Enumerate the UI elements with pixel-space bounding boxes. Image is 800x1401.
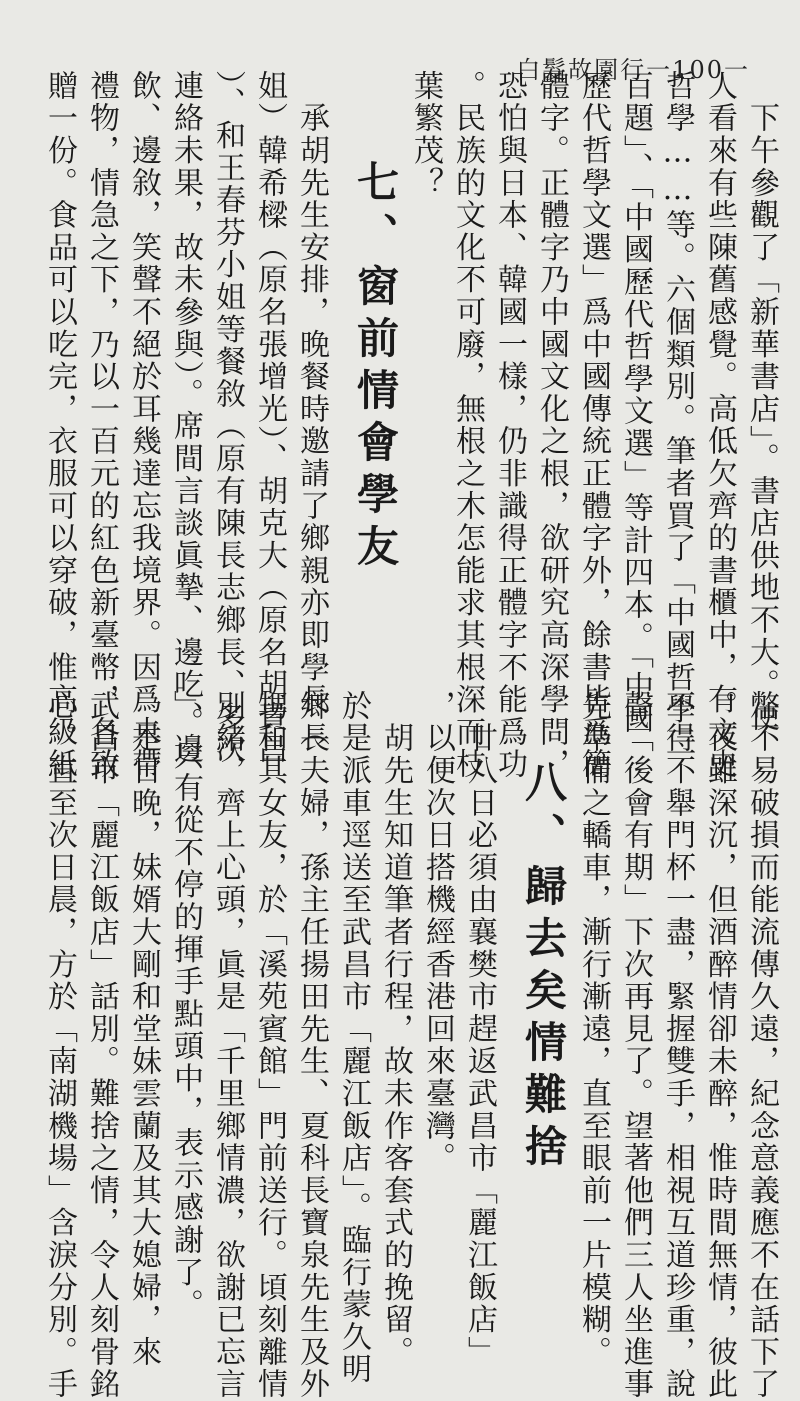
text-column: 百題」、「中國歷代哲學文選」等計四本。「中國	[618, 70, 653, 736]
text-column: 人看來有些陳舊感覺。高低欠齊的書櫃中，有文史	[702, 70, 737, 781]
text-column: 胡先生知道筆者行程，故未作客套式的挽留。	[378, 690, 413, 1369]
text-column: 禮物，情急之下，乃以一百元的紅色新臺幣，各致	[84, 70, 119, 781]
text-column: 。夜雖深沉，但酒醉情卻未醉，惟時間無情，彼此	[702, 690, 737, 1401]
text-column: 贈一份。食品可以吃完，衣服可以穿破，惟高級紙	[42, 70, 77, 781]
text-column: 先準備之轎車，漸行漸遠，直至眼前一片模糊。	[576, 690, 611, 1369]
running-header: 白髮故園行一100一	[516, 56, 750, 84]
text-column: 武昌市「麗江飯店」話別。難捨之情，令人刻骨銘	[84, 690, 119, 1401]
text-column: 葉繁茂？	[408, 70, 443, 200]
text-column: 於是派車逕送至武昌市「麗江飯店」。臨行蒙久明	[336, 690, 371, 1386]
section-heading: 七、窗前情會學友	[351, 160, 400, 576]
text-column: ）、和王春芬小姐等餐敘（原有陳長志鄉長、多次	[210, 70, 245, 766]
text-column: 下午參觀了「新華書店」。書店供地不大。使	[744, 70, 779, 734]
text-column: 」。只有從不停的揮手點頭中，表示感謝了。	[168, 690, 203, 1321]
text-column: 承胡先生安排，晚餐時邀請了鄉親亦即學長（	[294, 70, 329, 749]
text-column: 姐）韓希樑（原名張增光）、胡克大（原名胡貴昌	[252, 70, 287, 766]
text-column: 哲學……等。六個類別。筆者買了「中國哲學三	[660, 70, 695, 759]
text-column: 不得不舉門杯一盡，緊握雙手，相視互道珍重，說	[660, 690, 695, 1401]
text-column: 別緒，齊上心頭，眞是「千里鄉情濃，欲謝已忘言	[210, 690, 245, 1401]
text-column: 甥和其女友，於「溪苑賓館」門前送行。頃刻離情	[252, 690, 287, 1401]
text-column: 連絡未果，故未參與）。席間言談眞摯、邊吃、邊	[168, 70, 203, 766]
text-column: 體字。正體字乃中國文化之根，欲研究高深學問，	[534, 70, 569, 781]
text-column: 幣不易破損而能流傳久遠，紀念意義應不在話下了	[744, 690, 779, 1401]
text-column: 歷代哲學文選」爲中國傳統正體字外，餘書皆爲簡	[576, 70, 611, 781]
text-column: 恐怕與日本、韓國一樣，仍非識得正體字不能爲功	[492, 70, 527, 781]
text-column: ，以便次日搭機經香港回來臺灣。	[420, 690, 455, 1175]
text-column: 鄉長夫婦，孫主任揚田先生、夏科長寶泉先生及外	[294, 690, 329, 1401]
text-column: 心。直至次日晨，方於「南湖機場」含淚分別。手	[42, 690, 77, 1401]
text-column: 聲「後會有期」下次再見了。望著他們三人坐進事	[618, 690, 653, 1401]
text-column: 是日晚，妹婿大剛和堂妹雲蘭及其大媳婦，來	[126, 690, 161, 1369]
text-column: 廿八日必須由襄樊市趕返武昌市「麗江飯店」	[462, 690, 497, 1369]
text-column: 飲、邊敘，笑聲不絕於耳幾達忘我境界。因爲未帶	[126, 70, 161, 781]
text-column: 。民族的文化不可廢，無根之木怎能求其根深而枝	[450, 70, 485, 781]
section-heading: 八、歸去矣情難捨	[519, 760, 568, 1176]
